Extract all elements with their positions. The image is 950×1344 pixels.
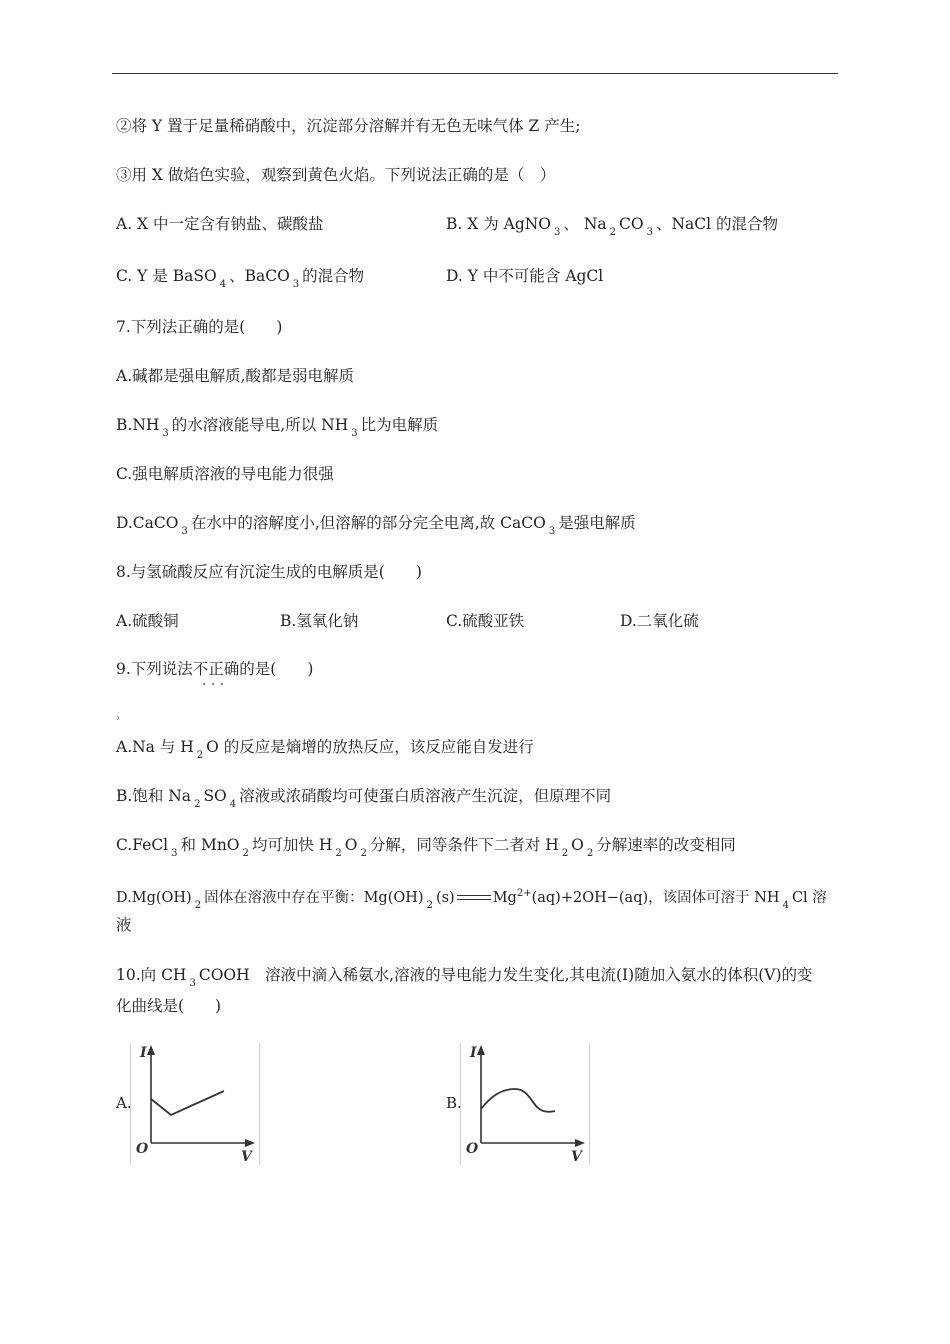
q7-stem: 7.下列法正确的是( ) xyxy=(116,318,283,336)
header-rule xyxy=(112,73,838,74)
axis-y-label: I xyxy=(140,1045,147,1061)
q9-option-d[interactable]: D.Mg(OH) $_2$ 固体在溶液中存在平衡：Mg(OH) $_2$ (s) $Mg^{2+}(aq)+2OH-(aq)$，该固体可溶于 NH $_4$ Cl 溶 xyxy=(116,888,827,911)
x-axis-arrow-icon xyxy=(245,1139,255,1147)
q6-condition-2: ②将 Y 置于足量稀硝酸中，沉淀部分溶解并有无色无味气体 Z 产生; xyxy=(116,117,581,135)
q10-option-b-label[interactable]: B. xyxy=(446,1094,462,1112)
curve-b xyxy=(481,1089,555,1112)
y-axis-arrow-icon xyxy=(147,1045,155,1055)
q9-stem: 9.下列说法不正确的是( ) xyxy=(116,660,314,678)
q9-option-b[interactable]: B.饱和 Na $_2$ SO $_4$ 溶液或浓硝酸均可使蛋白质溶液产生沉淀，但原理不同 xyxy=(116,787,612,810)
q6-option-a[interactable]: A. X 中一定含有钠盐、碳酸盐 xyxy=(116,215,324,233)
q6-option-b[interactable]: B. X 为 AgNO $_3$ 、 Na $_2$ CO $_3$ 、NaCl 的混合物 xyxy=(446,215,779,238)
q9-option-c[interactable]: C.FeCl $_3$ 和 MnO $_2$ 均可加快 H $_2$ O $_2$ 分解，同等条件下二者对 H $_2$ O $_2$ 分解速率的改变相同 xyxy=(116,836,736,859)
q10-option-a-label[interactable]: A. xyxy=(116,1094,132,1112)
q9-stray-mark: › xyxy=(116,713,120,724)
q10-stem: 10.向 CH $_3$ COOH 溶液中滴入稀氨水,溶液的导电能力发生变化,其电流(I)随加入氨水的体积(V)的变 xyxy=(116,966,813,989)
graph-b-svg xyxy=(461,1043,589,1165)
q7-option-b[interactable]: B.NH $_3$ 的水溶液能导电,所以 NH $_3$ 比为电解质 xyxy=(116,416,439,439)
q6-condition-3: ③用 X 做焰色实验，观察到黄色火焰。下列说法正确的是（ ） xyxy=(116,166,556,184)
q9-emphasis-dots: · · · xyxy=(202,677,225,693)
q9-option-a[interactable]: A.Na 与 H $_2$ O 的反应是熵增的放热反应，该反应能自发进行 xyxy=(116,738,534,761)
curve-a xyxy=(151,1091,224,1115)
q8-option-a[interactable]: A.硫酸铜 xyxy=(116,612,179,630)
q10-graph-b[interactable] xyxy=(460,1043,590,1165)
q8-option-d[interactable]: D.二氧化硫 xyxy=(620,612,699,630)
axis-y-label: I xyxy=(470,1045,477,1061)
q6-option-d[interactable]: D. Y 中不可能含 AgCl xyxy=(446,267,604,285)
origin-label: O xyxy=(136,1141,149,1157)
q7-option-d[interactable]: D.CaCO $_3$ 在水中的溶解度小,但溶解的部分完全电离,故 CaCO $_3$ 是强电解质 xyxy=(116,514,636,537)
q10-stem-cont: 化曲线是( ) xyxy=(116,997,222,1015)
x-axis-arrow-icon xyxy=(575,1139,585,1147)
origin-label: O xyxy=(466,1141,479,1157)
q10-graph-a[interactable] xyxy=(130,1043,260,1165)
axis-x-label: V xyxy=(571,1149,582,1165)
q7-option-c[interactable]: C.强电解质溶液的导电能力很强 xyxy=(116,465,334,483)
q8-stem: 8.与氢硫酸反应有沉淀生成的电解质是( ) xyxy=(116,563,422,581)
q8-option-b[interactable]: B.氢氧化钠 xyxy=(280,612,359,630)
y-axis-arrow-icon xyxy=(477,1045,485,1055)
q7-option-a[interactable]: A.碱都是强电解质,酸都是弱电解质 xyxy=(116,367,355,385)
q9-option-d-cont: 液 xyxy=(116,916,132,934)
q6-option-c[interactable]: C. Y 是 BaSO $_4$ 、BaCO $_3$ 的混合物 xyxy=(116,267,365,290)
graph-a-svg xyxy=(131,1043,259,1165)
equilibrium-arrow-icon xyxy=(457,892,491,904)
q8-option-c[interactable]: C.硫酸亚铁 xyxy=(446,612,525,630)
axis-x-label: V xyxy=(241,1149,252,1165)
